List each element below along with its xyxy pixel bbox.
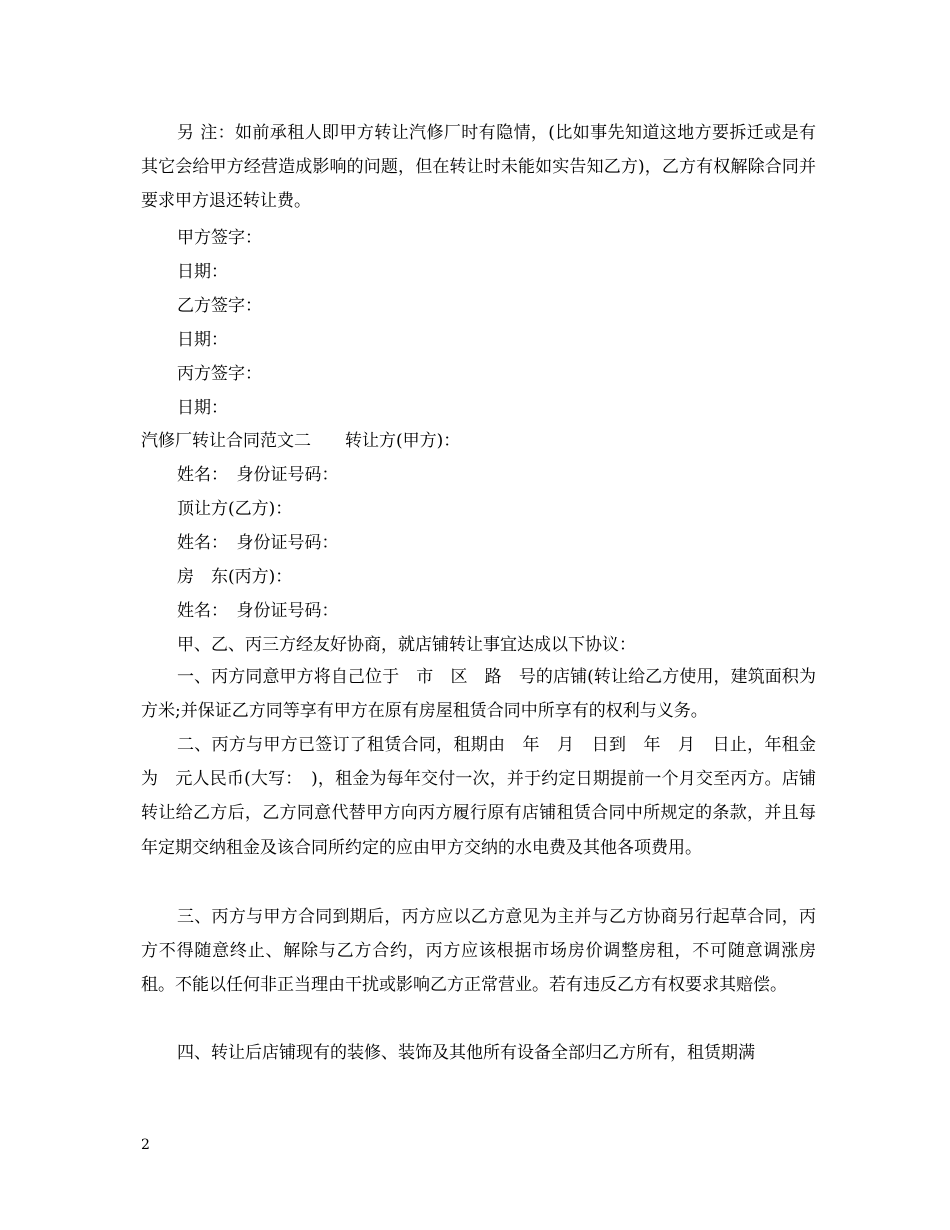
- clause-1: 一、丙方同意甲方将自己位于 市 区 路 号的店铺(转让给乙方使用，建筑面积为方米;并保证乙方同等享有甲方在原有房屋租赁合同中所享有的权利与义务。: [141, 667, 816, 722]
- contract-title: 汽修厂转让合同范文二 转让方(甲方)：: [141, 431, 461, 451]
- agreement-intro: 甲、乙、丙三方经友好协商，就店铺转让事宜达成以下协议：: [177, 635, 636, 655]
- party-c-name-id: 姓名： 身份证号码：: [177, 601, 339, 621]
- party-b-name-id: 姓名： 身份证号码：: [177, 533, 339, 553]
- clause-3: 三、丙方与甲方合同到期后，丙方应以乙方意见为主并与乙方协商另行起草合同，丙方不得随意终止、解除与乙方合约，丙方应该根据市场房价调整房租，不可随意调涨房租。不能以任何非正当理由干扰或影响乙方正常营业。若有违反乙方有权要求其赔偿。: [141, 907, 816, 996]
- transferee-label: 顶让方(乙方)：: [177, 499, 293, 519]
- note-paragraph: 另 注：如前承租人即甲方转让汽修厂时有隐情，(比如事先知道这地方要拆迁或是有其它会给甲方经营造成影响的问题，但在转让时未能如实告知乙方)，乙方有权解除合同并要求甲方退还转让费。: [141, 123, 816, 212]
- date-line-1: 日期：: [177, 262, 228, 282]
- date-line-3: 日期：: [177, 398, 228, 418]
- party-a-name-id: 姓名： 身份证号码：: [177, 465, 339, 485]
- landlord-label: 房 东(丙方)：: [177, 567, 293, 587]
- clause-4: 四、转让后店铺现有的装修、装饰及其他所有设备全部归乙方所有，租赁期满: [177, 1043, 755, 1063]
- party-b-signature-line: 乙方签字：: [177, 296, 262, 316]
- clause-2: 二、丙方与甲方已签订了租赁合同，租期由 年 月 日到 年 月 日止，年租金为 元人民币(大写： )，租金为每年交付一次，并于约定日期提前一个月交至丙方。店铺转让给乙方后，乙方同意代替甲方向丙方履行原有店铺租赁合同中所规定的条款，并且每年定期交纳租金及该合同所约定的应由甲方交纳的水电费及其他各项费用。: [141, 735, 816, 858]
- page-number: 2: [141, 1137, 150, 1153]
- date-line-2: 日期：: [177, 330, 228, 350]
- party-a-signature-line: 甲方签字：: [177, 228, 262, 248]
- party-c-signature-line: 丙方签字：: [177, 364, 262, 384]
